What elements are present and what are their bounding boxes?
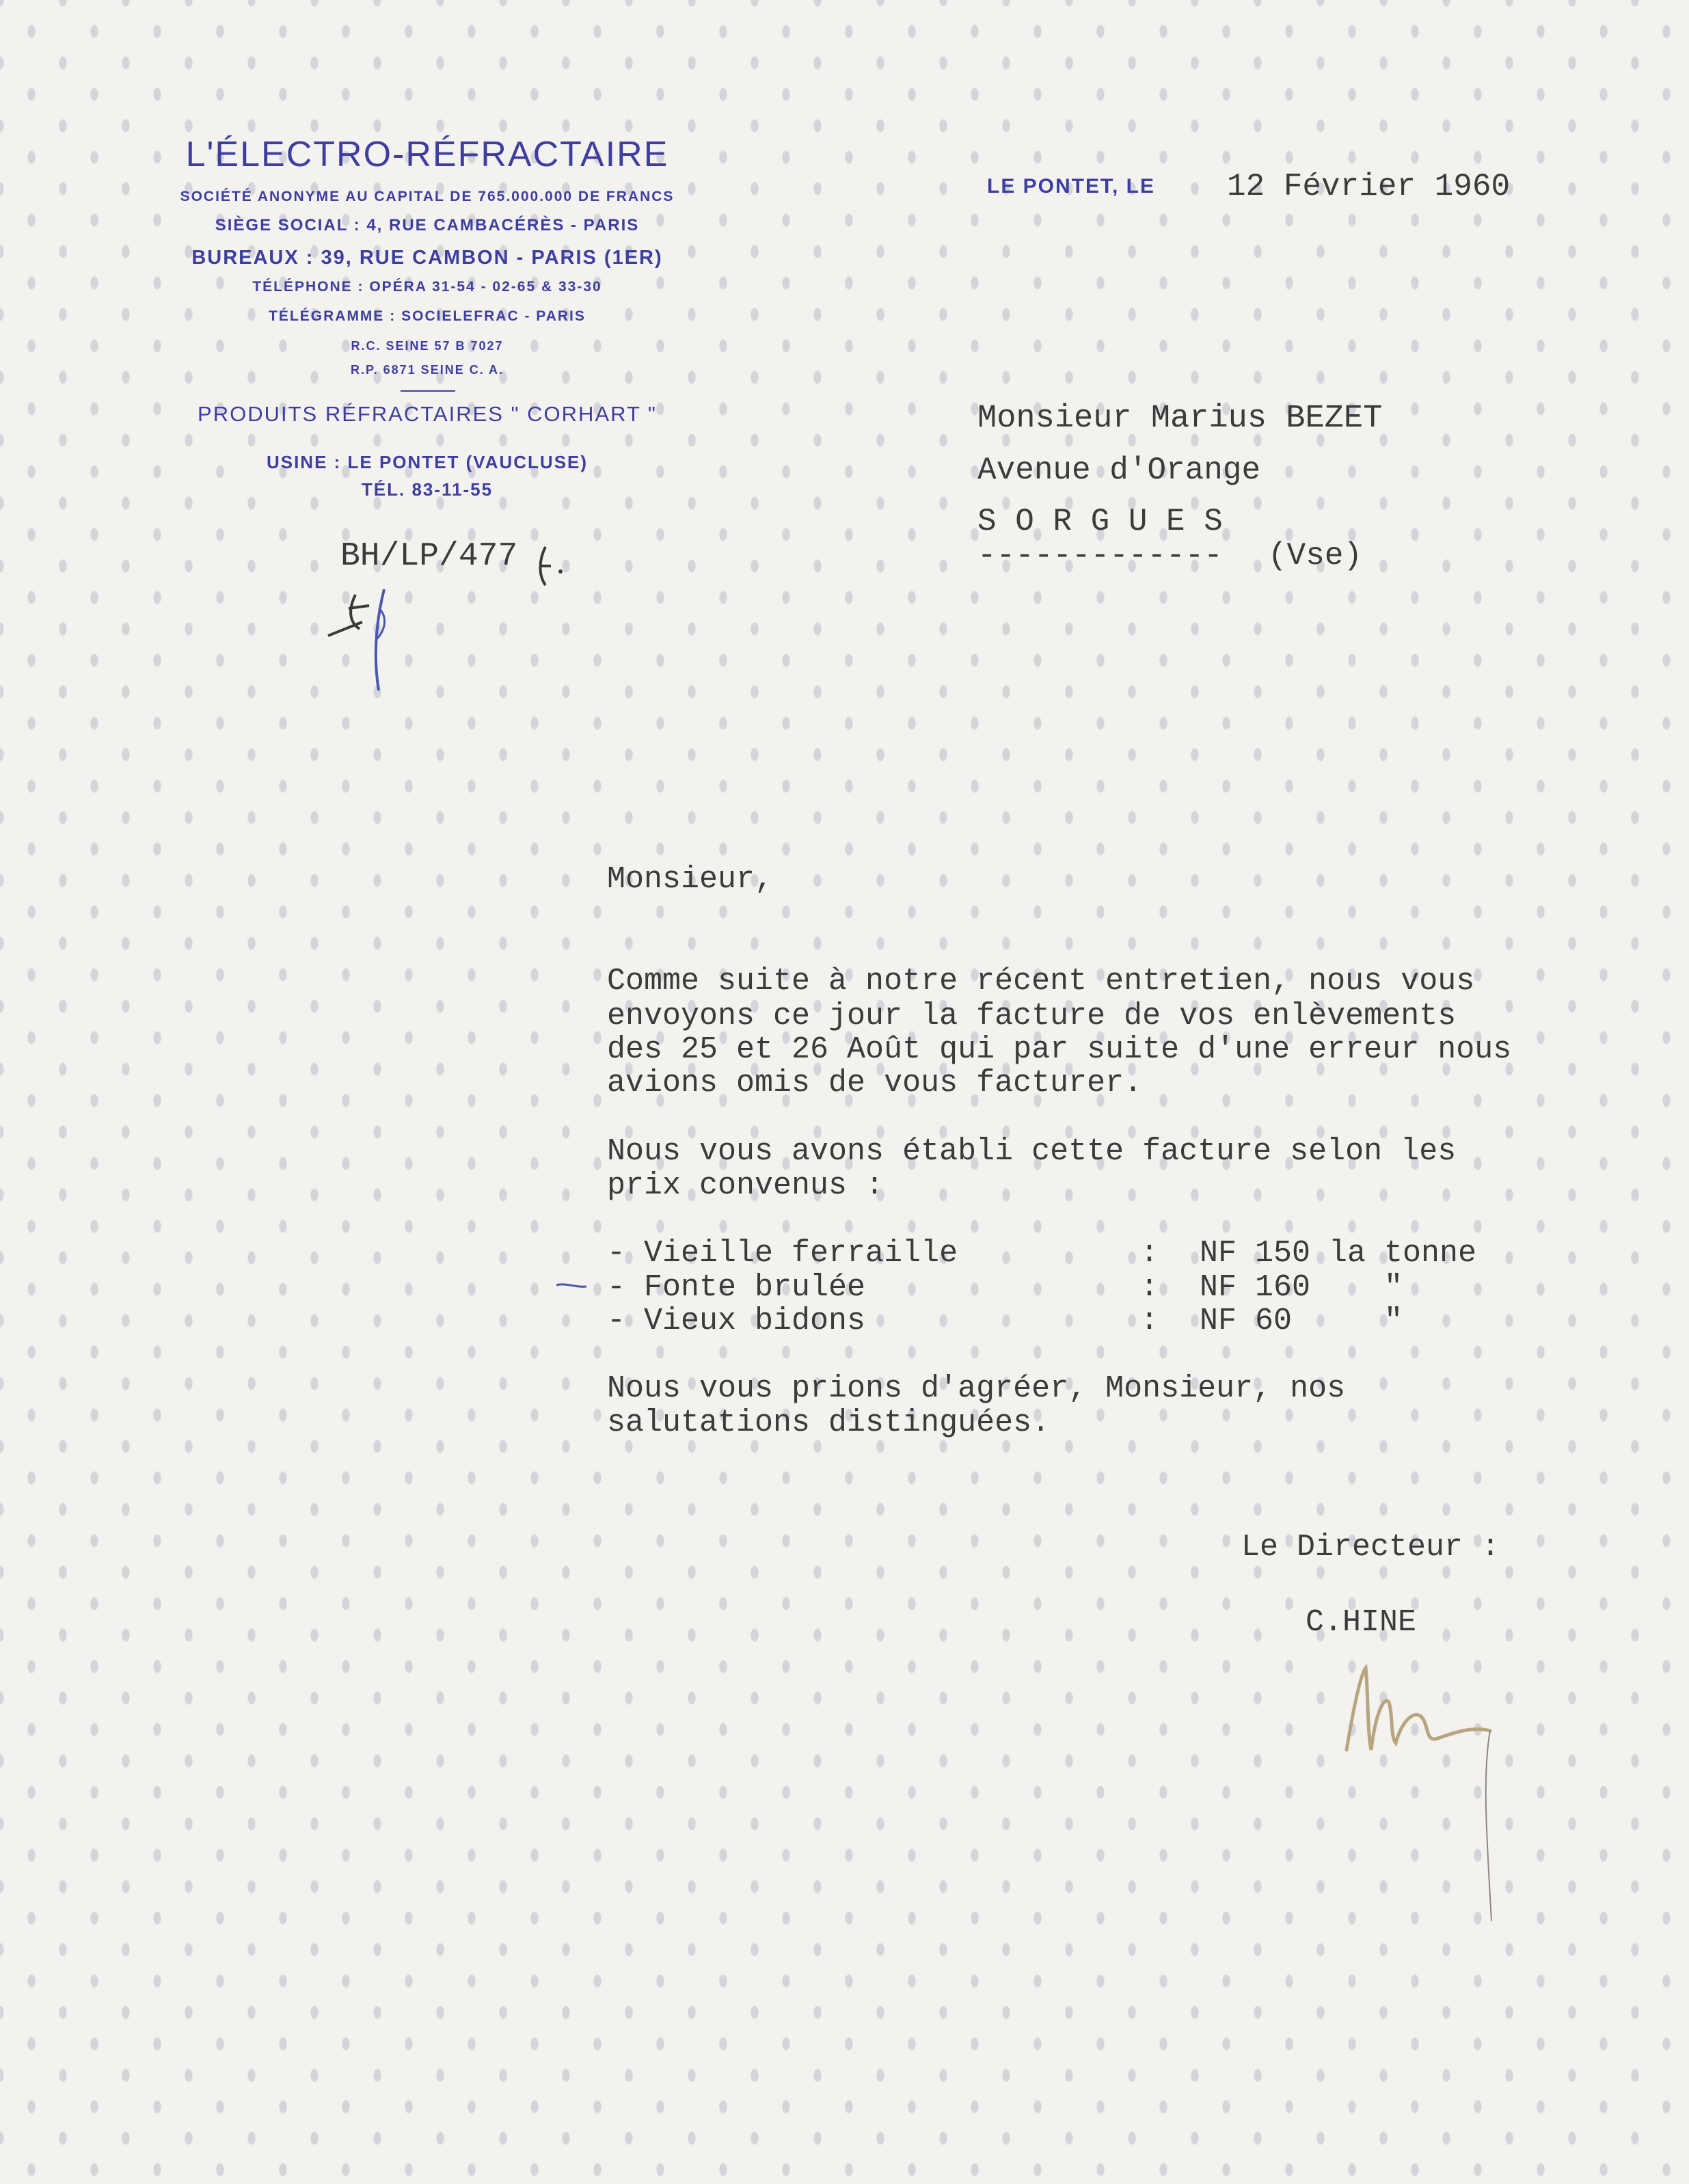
price-value: NF 60 " bbox=[1200, 1304, 1403, 1338]
letter-date: 12 Février 1960 bbox=[1227, 169, 1511, 204]
paragraph1-line: des 25 et 26 Août qui par suite d'une erreur nous bbox=[607, 1032, 1512, 1067]
letterhead-rule bbox=[401, 390, 455, 392]
paragraph1-line: avions omis de vous facturer. bbox=[607, 1066, 1143, 1101]
salutation: Monsieur, bbox=[607, 862, 774, 897]
handwritten-mark-icon bbox=[533, 540, 574, 588]
price-sep: : bbox=[1140, 1304, 1159, 1338]
company-capital: SOCIÉTÉ ANONYME AU CAPITAL DE 765.000.000 DE FRANCS bbox=[180, 189, 675, 204]
signature-title: Le Directeur : bbox=[1241, 1530, 1500, 1565]
company-name: L'ÉLECTRO-RÉFRACTAIRE bbox=[185, 135, 669, 174]
paragraph2-line: prix convenus : bbox=[607, 1168, 884, 1203]
company-siege: SIÈGE SOCIAL : 4, RUE CAMBACÉRÈS - PARIS bbox=[215, 216, 640, 234]
handwritten-signature-icon bbox=[1333, 1654, 1524, 1928]
recipient-street: Avenue d'Orange bbox=[977, 453, 1261, 488]
price-sep: : bbox=[1140, 1270, 1159, 1305]
company-bureaux: BUREAUX : 39, RUE CAMBON - PARIS (1ER) bbox=[191, 247, 663, 269]
tick-mark-icon bbox=[555, 1280, 589, 1293]
recipient-city: S O R G U E S bbox=[977, 504, 1223, 539]
price-item: - Fonte brulée bbox=[607, 1270, 866, 1305]
closing-line: salutations distinguées. bbox=[607, 1405, 1051, 1440]
signature-name: C.HINE bbox=[1306, 1605, 1417, 1640]
price-value: NF 160 " bbox=[1200, 1270, 1403, 1305]
price-item: - Vieux bidons bbox=[607, 1304, 866, 1338]
price-value: NF 150 la tonne bbox=[1200, 1236, 1477, 1271]
paragraph2-line: Nous vous avons établi cette facture selon les bbox=[607, 1134, 1457, 1169]
recipient-dept: (Vse) bbox=[1268, 538, 1363, 574]
paragraph1-line: envoyons ce jour la facture de vos enlèvements bbox=[607, 999, 1457, 1034]
paragraph1-line: Comme suite à notre récent entretien, nous vous bbox=[607, 964, 1475, 999]
company-rc: R.C. SEINE 57 B 7027 bbox=[351, 339, 504, 353]
company-rp: R.P. 6871 SEINE C. A. bbox=[350, 363, 504, 377]
reference-number: BH/LP/477 bbox=[340, 538, 518, 575]
date-label: LE PONTET, LE bbox=[987, 175, 1156, 198]
company-products: PRODUITS RÉFRACTAIRES " CORHART " bbox=[198, 402, 657, 426]
recipient-name: Monsieur Marius BEZET bbox=[977, 401, 1383, 437]
recipient-dashes: ------------- bbox=[977, 538, 1223, 574]
price-sep: : bbox=[1140, 1236, 1159, 1271]
handwritten-initials-icon bbox=[321, 581, 403, 697]
company-telephone: TÉLÉPHONE : OPÉRA 31-54 - 02-65 & 33-30 bbox=[252, 279, 602, 295]
company-usine-tel: TÉL. 83-11-55 bbox=[361, 479, 494, 500]
company-usine: USINE : LE PONTET (VAUCLUSE) bbox=[266, 452, 589, 472]
company-telegramme: TÉLÉGRAMME : SOCIELEFRAC - PARIS bbox=[269, 308, 586, 324]
price-item: - Vieille ferraille bbox=[607, 1236, 958, 1271]
closing-line: Nous vous prions d'agréer, Monsieur, nos bbox=[607, 1371, 1346, 1406]
